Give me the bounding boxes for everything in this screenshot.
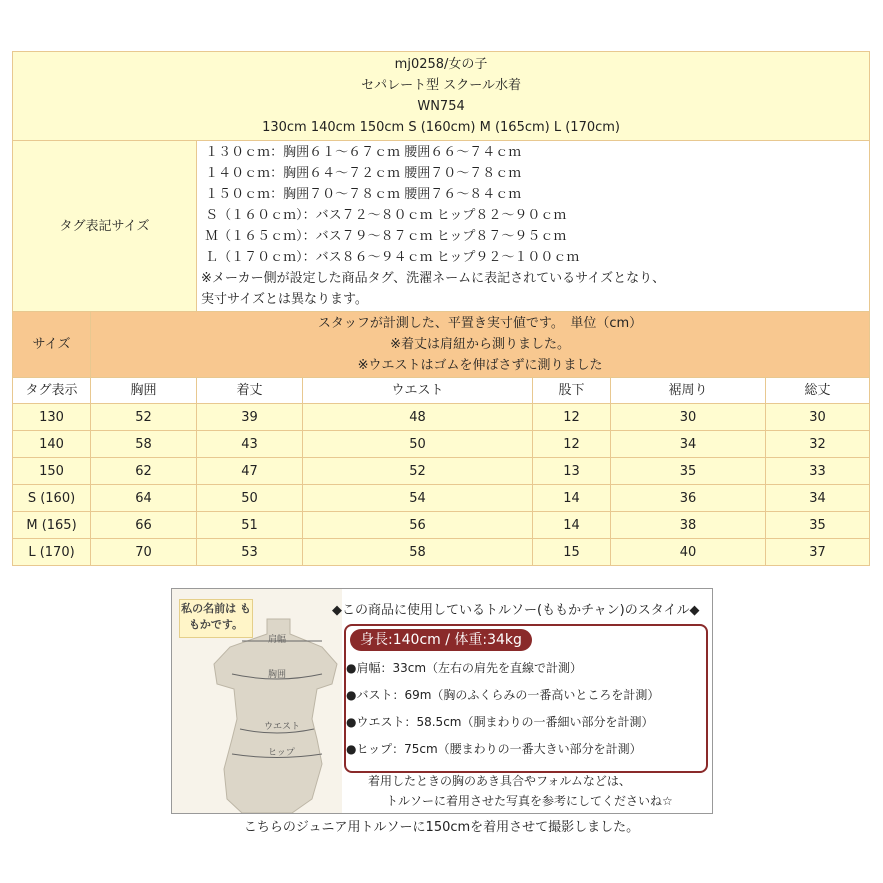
column-header: タグ表示 (13, 378, 91, 404)
table-cell: 52 (91, 404, 197, 431)
measurement-item: ●ヒップ：75cm（腰まわりの一番大きい部分を計測） (346, 742, 642, 756)
column-header: 股下 (533, 378, 611, 404)
table-row (13, 539, 870, 566)
table-cell: 34 (611, 431, 766, 458)
mannequin-label: ウエスト (264, 722, 301, 732)
table-row (13, 458, 870, 485)
tag-note: ※メーカー側が設定した商品タグ、洗濯ネームに表記されているサイズとなり、 (201, 271, 666, 286)
tag-line: １３０ｃｍ：胸囲６１～６７ｃｍ 腰囲６６～７４ｃｍ (201, 145, 522, 160)
table-cell: 51 (197, 512, 303, 539)
measurement-item: ●ウエスト：58.5cm（胴まわりの一番細い部分を計測） (346, 715, 654, 729)
table-cell: 50 (197, 485, 303, 512)
product-sizes: 130cm 140cm 150cm S (160cm) M (165cm) L (170cm) (262, 120, 621, 135)
table-cell: 56 (303, 512, 533, 539)
table-cell: 12 (533, 431, 611, 458)
column-header: 総丈 (766, 378, 870, 404)
table-cell: 34 (766, 485, 870, 512)
figure-note: 着用したときの胸のあき具合やフォルムなどは、 (368, 774, 631, 788)
tag-line: Ｍ（１６５ｃｍ）：バス７９～８７ｃｍ ヒップ８７～９５ｃｍ (201, 229, 567, 244)
product-code: mj0258/女の子 (394, 57, 488, 72)
column-header: 胸囲 (91, 378, 197, 404)
torso-style-figure (171, 588, 713, 814)
table-cell: 35 (766, 512, 870, 539)
measure-note: スタッフが計測した、平置き実寸値です。 単位（cm） (317, 316, 643, 331)
figure-title: ◆この商品に使用しているトルソー(ももかチャン)のスタイル◆ (332, 603, 700, 618)
table-cell: 50 (303, 431, 533, 458)
size-table (12, 51, 870, 566)
table-cell: 14 (533, 485, 611, 512)
table-row (13, 431, 870, 458)
tag-line: １４０ｃｍ：胸囲６４～７２ｃｍ 腰囲７０～７８ｃｍ (201, 166, 522, 181)
table-row (13, 404, 870, 431)
product-model: WN754 (417, 99, 465, 114)
table-cell: S (160) (13, 485, 91, 512)
tag-line: １５０ｃｍ：胸囲７０～７８ｃｍ 腰囲７６～８４ｃｍ (201, 187, 522, 202)
table-cell: 150 (13, 458, 91, 485)
table-cell: 30 (766, 404, 870, 431)
table-cell: 48 (303, 404, 533, 431)
product-header (13, 52, 870, 141)
column-header: ウエスト (303, 378, 533, 404)
figure-note: トルソーに着用させた写真を参考にしてくださいね☆ (386, 794, 673, 808)
table-cell: 58 (91, 431, 197, 458)
tag-size-label: タグ表記サイズ (13, 141, 197, 312)
table-cell: 35 (611, 458, 766, 485)
table-cell: 62 (91, 458, 197, 485)
measure-note: ※着丈は肩紐から測りました。 (390, 337, 570, 352)
mannequin-label: ヒップ (268, 748, 295, 758)
tag-size-list (197, 141, 870, 312)
table-cell: 12 (533, 404, 611, 431)
figure-caption: こちらのジュニア用トルソーに150cmを着用させて撮影しました。 (243, 820, 640, 835)
table-cell: 58 (303, 539, 533, 566)
table-row (13, 512, 870, 539)
table-cell: 13 (533, 458, 611, 485)
table-cell: 54 (303, 485, 533, 512)
measurement-item: ●肩幅：33cm（左右の肩先を直線で計測） (346, 661, 583, 675)
name-badge: 私の名前は ももかです。 (179, 599, 253, 638)
table-cell: M (165) (13, 512, 91, 539)
size-label: サイズ (13, 312, 91, 378)
column-header: 裾周り (611, 378, 766, 404)
table-cell: 38 (611, 512, 766, 539)
table-cell: 64 (91, 485, 197, 512)
table-row (13, 485, 870, 512)
product-type: セパレート型 スクール水着 (361, 78, 521, 93)
table-cell: 30 (611, 404, 766, 431)
measure-notes (91, 312, 870, 378)
tag-line: Ｓ（１６０ｃｍ）：バス７２～８０ｃｍ ヒップ８２～９０ｃｍ (201, 208, 567, 223)
table-cell: 36 (611, 485, 766, 512)
table-cell: 37 (766, 539, 870, 566)
measurement-item: ●バスト：69m（胸のふくらみの一番高いところを計測） (346, 688, 660, 702)
tag-note: 実寸サイズとは異なります。 (201, 292, 368, 307)
table-cell: 32 (766, 431, 870, 458)
table-cell: 53 (197, 539, 303, 566)
table-cell: 130 (13, 404, 91, 431)
column-header-row (13, 378, 870, 404)
table-cell: 33 (766, 458, 870, 485)
measure-note: ※ウエストはゴムを伸ばさずに測りました (357, 358, 603, 373)
table-cell: 15 (533, 539, 611, 566)
table-cell: L (170) (13, 539, 91, 566)
mannequin-label: 肩幅 (268, 635, 287, 645)
table-cell: 14 (533, 512, 611, 539)
table-cell: 52 (303, 458, 533, 485)
mannequin-label: 胸囲 (268, 670, 287, 680)
table-cell: 40 (611, 539, 766, 566)
height-weight-badge: 身長:140cm / 体重:34kg (350, 629, 532, 651)
tag-line: Ｌ（１７０ｃｍ）：バス８６～９４ｃｍ ヒップ９２～１００ｃｍ (201, 250, 580, 265)
table-cell: 43 (197, 431, 303, 458)
table-cell: 70 (91, 539, 197, 566)
table-cell: 66 (91, 512, 197, 539)
table-cell: 47 (197, 458, 303, 485)
column-header: 着丈 (197, 378, 303, 404)
table-cell: 39 (197, 404, 303, 431)
table-cell: 140 (13, 431, 91, 458)
